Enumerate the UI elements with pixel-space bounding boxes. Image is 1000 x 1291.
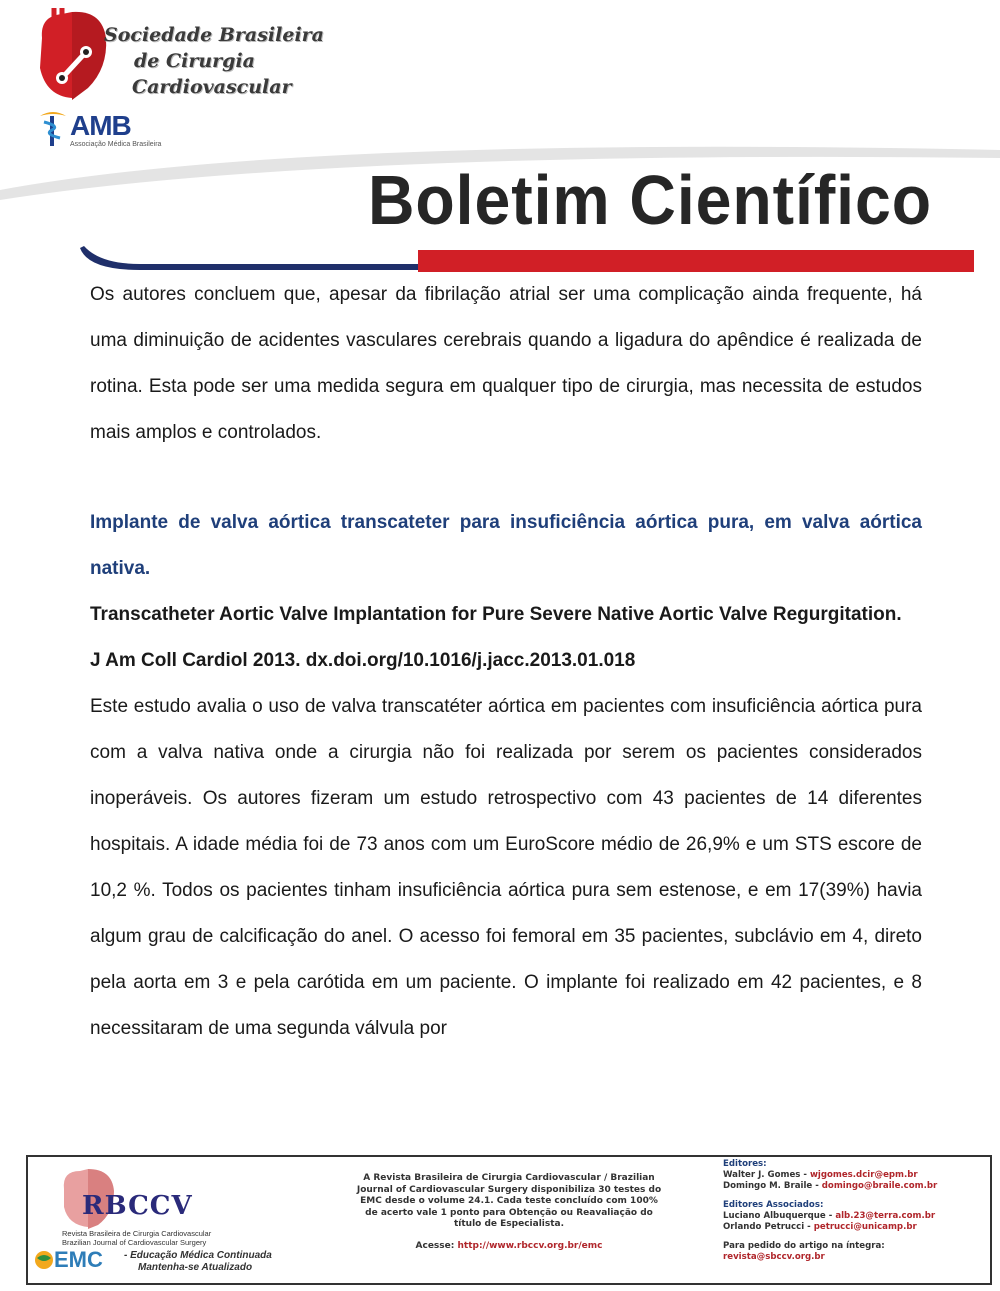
rbccv-subtitle <box>62 1229 211 1247</box>
editors-heading: Editores: <box>723 1159 767 1169</box>
editor-2 <box>723 1181 985 1192</box>
article-title-english: Transcatheter Aortic Valve Implantation for Pure Severe Native Aortic Valve Regurgitation. <box>90 604 902 625</box>
emc-tag-line1: - Educação Médica Continuada <box>124 1250 272 1261</box>
editor-2-email-link[interactable]: domingo@braile.com.br <box>821 1181 938 1191</box>
emc-info <box>356 1173 662 1252</box>
access-line <box>356 1241 662 1253</box>
amb-subtitle: Associação Médica Brasileira <box>70 141 162 148</box>
request-label: Para pedido do artigo na íntegra: <box>723 1241 885 1251</box>
emc-tag-line2: Mantenha-se Atualizado <box>138 1262 253 1273</box>
page-header <box>0 0 1000 280</box>
org-name-line1: Sociedade Brasileira <box>104 24 324 46</box>
sbccv-heart-logo <box>32 8 110 108</box>
emc-logo <box>34 1247 103 1273</box>
associates-heading: Editores Associados: <box>723 1200 824 1210</box>
associate-2-email-link[interactable]: petrucci@unicamp.br <box>813 1222 917 1232</box>
request-spacer <box>723 1233 985 1241</box>
emc-banner <box>34 1247 294 1277</box>
request-email-link[interactable]: revista@sbccv.org.br <box>723 1252 825 1262</box>
article-content <box>90 272 922 1052</box>
associate-1 <box>723 1211 985 1222</box>
amb-logo <box>36 108 162 152</box>
rbccv-name: RBCCV <box>82 1191 193 1221</box>
article-title-portuguese: Implante de valva aórtica transcateter para insuficiência aórtica pura, em valva aórtica nativa. <box>90 512 922 579</box>
editor-1-name: Walter J. Gomes - <box>723 1170 810 1180</box>
emc-tagline <box>124 1250 272 1274</box>
rbccv-sub-line1: Revista Brasileira de Cirurgia Cardiovascular <box>62 1229 212 1238</box>
emc-globe-icon <box>34 1250 54 1270</box>
org-name-line3: Cardiovascular <box>132 76 292 98</box>
org-name-line2: de Cirurgia <box>134 50 255 72</box>
associate-1-email-link[interactable]: alb.23@terra.com.br <box>835 1211 936 1221</box>
editor-2-name: Domingo M. Braile - <box>723 1181 822 1191</box>
editor-1-email-link[interactable]: wjgomes.dcir@epm.br <box>809 1170 918 1180</box>
intro-paragraph: Os autores concluem que, apesar da fibrilação atrial ser uma complicação ainda frequente, há uma diminuição de acidentes vasculares cerebrais quando a ligadura do apêndice é realizada de rotina. Esta pode ser uma medida segura em qualquer tipo de cirurgia, mas necessita de estudos mais amplos e controlados. <box>90 284 922 443</box>
emc-name: EMC <box>54 1247 103 1272</box>
associate-2-name: Orlando Petrucci - <box>723 1222 814 1232</box>
rbccv-sub-line2: Brazilian Journal of Cardiovascular Surgery <box>62 1238 207 1247</box>
article-reference: J Am Coll Cardiol 2013. dx.doi.org/10.1016/j.jacc.2013.01.018 <box>90 650 636 671</box>
body-paragraph: Este estudo avalia o uso de valva transcatéter aórtica em pacientes com insuficiência aórtica pura com a valva nativa onde a cirurgia não foi realizada por serem os pacientes considerados inoperáveis. Os autores fizeram um estudo retrospectivo com 43 pacientes de 14 diferentes hospitais. A idade média foi de 73 anos com um EuroScore médio de 26,9% e um STS escore de 10,2 %. Todos os pacientes tinham insuficiência aórtica pura sem estenose, e em 17(39%) havia algum grau de calcificação do anel. O acesso foi femoral em 35 pacientes, subclávio em 4, direto pela aorta em 3 e pela carótida em um paciente. O implante foi realizado em 42 pacientes, e 8 necessitaram de uma segunda válvula por <box>90 696 922 1039</box>
page-title: Boletim Científico <box>368 161 933 239</box>
access-url-link[interactable]: http://www.rbccv.org.br/emc <box>457 1240 603 1251</box>
editor-1 <box>723 1170 985 1181</box>
footer-box <box>26 1155 992 1285</box>
associate-2 <box>723 1222 985 1233</box>
organization-name <box>104 22 324 100</box>
section-spacer <box>90 456 922 500</box>
emc-info-text: A Revista Brasileira de Cirurgia Cardiovascular / Brazilian Journal of Cardiovascular Surgery disponibiliza 30 testes do EMC desde o volume 24.1. Cada teste concluído com 100% de acerto vale 1 ponto para Obtenção ou Reavaliação do título de Especialista. <box>356 1173 662 1229</box>
amb-name: AMB <box>70 110 131 141</box>
access-label: Acesse: <box>415 1240 458 1251</box>
editors-info <box>723 1159 985 1263</box>
amb-caduceus-icon <box>36 108 70 148</box>
editors-spacer <box>723 1192 985 1200</box>
associate-1-name: Luciano Albuquerque - <box>723 1211 836 1221</box>
